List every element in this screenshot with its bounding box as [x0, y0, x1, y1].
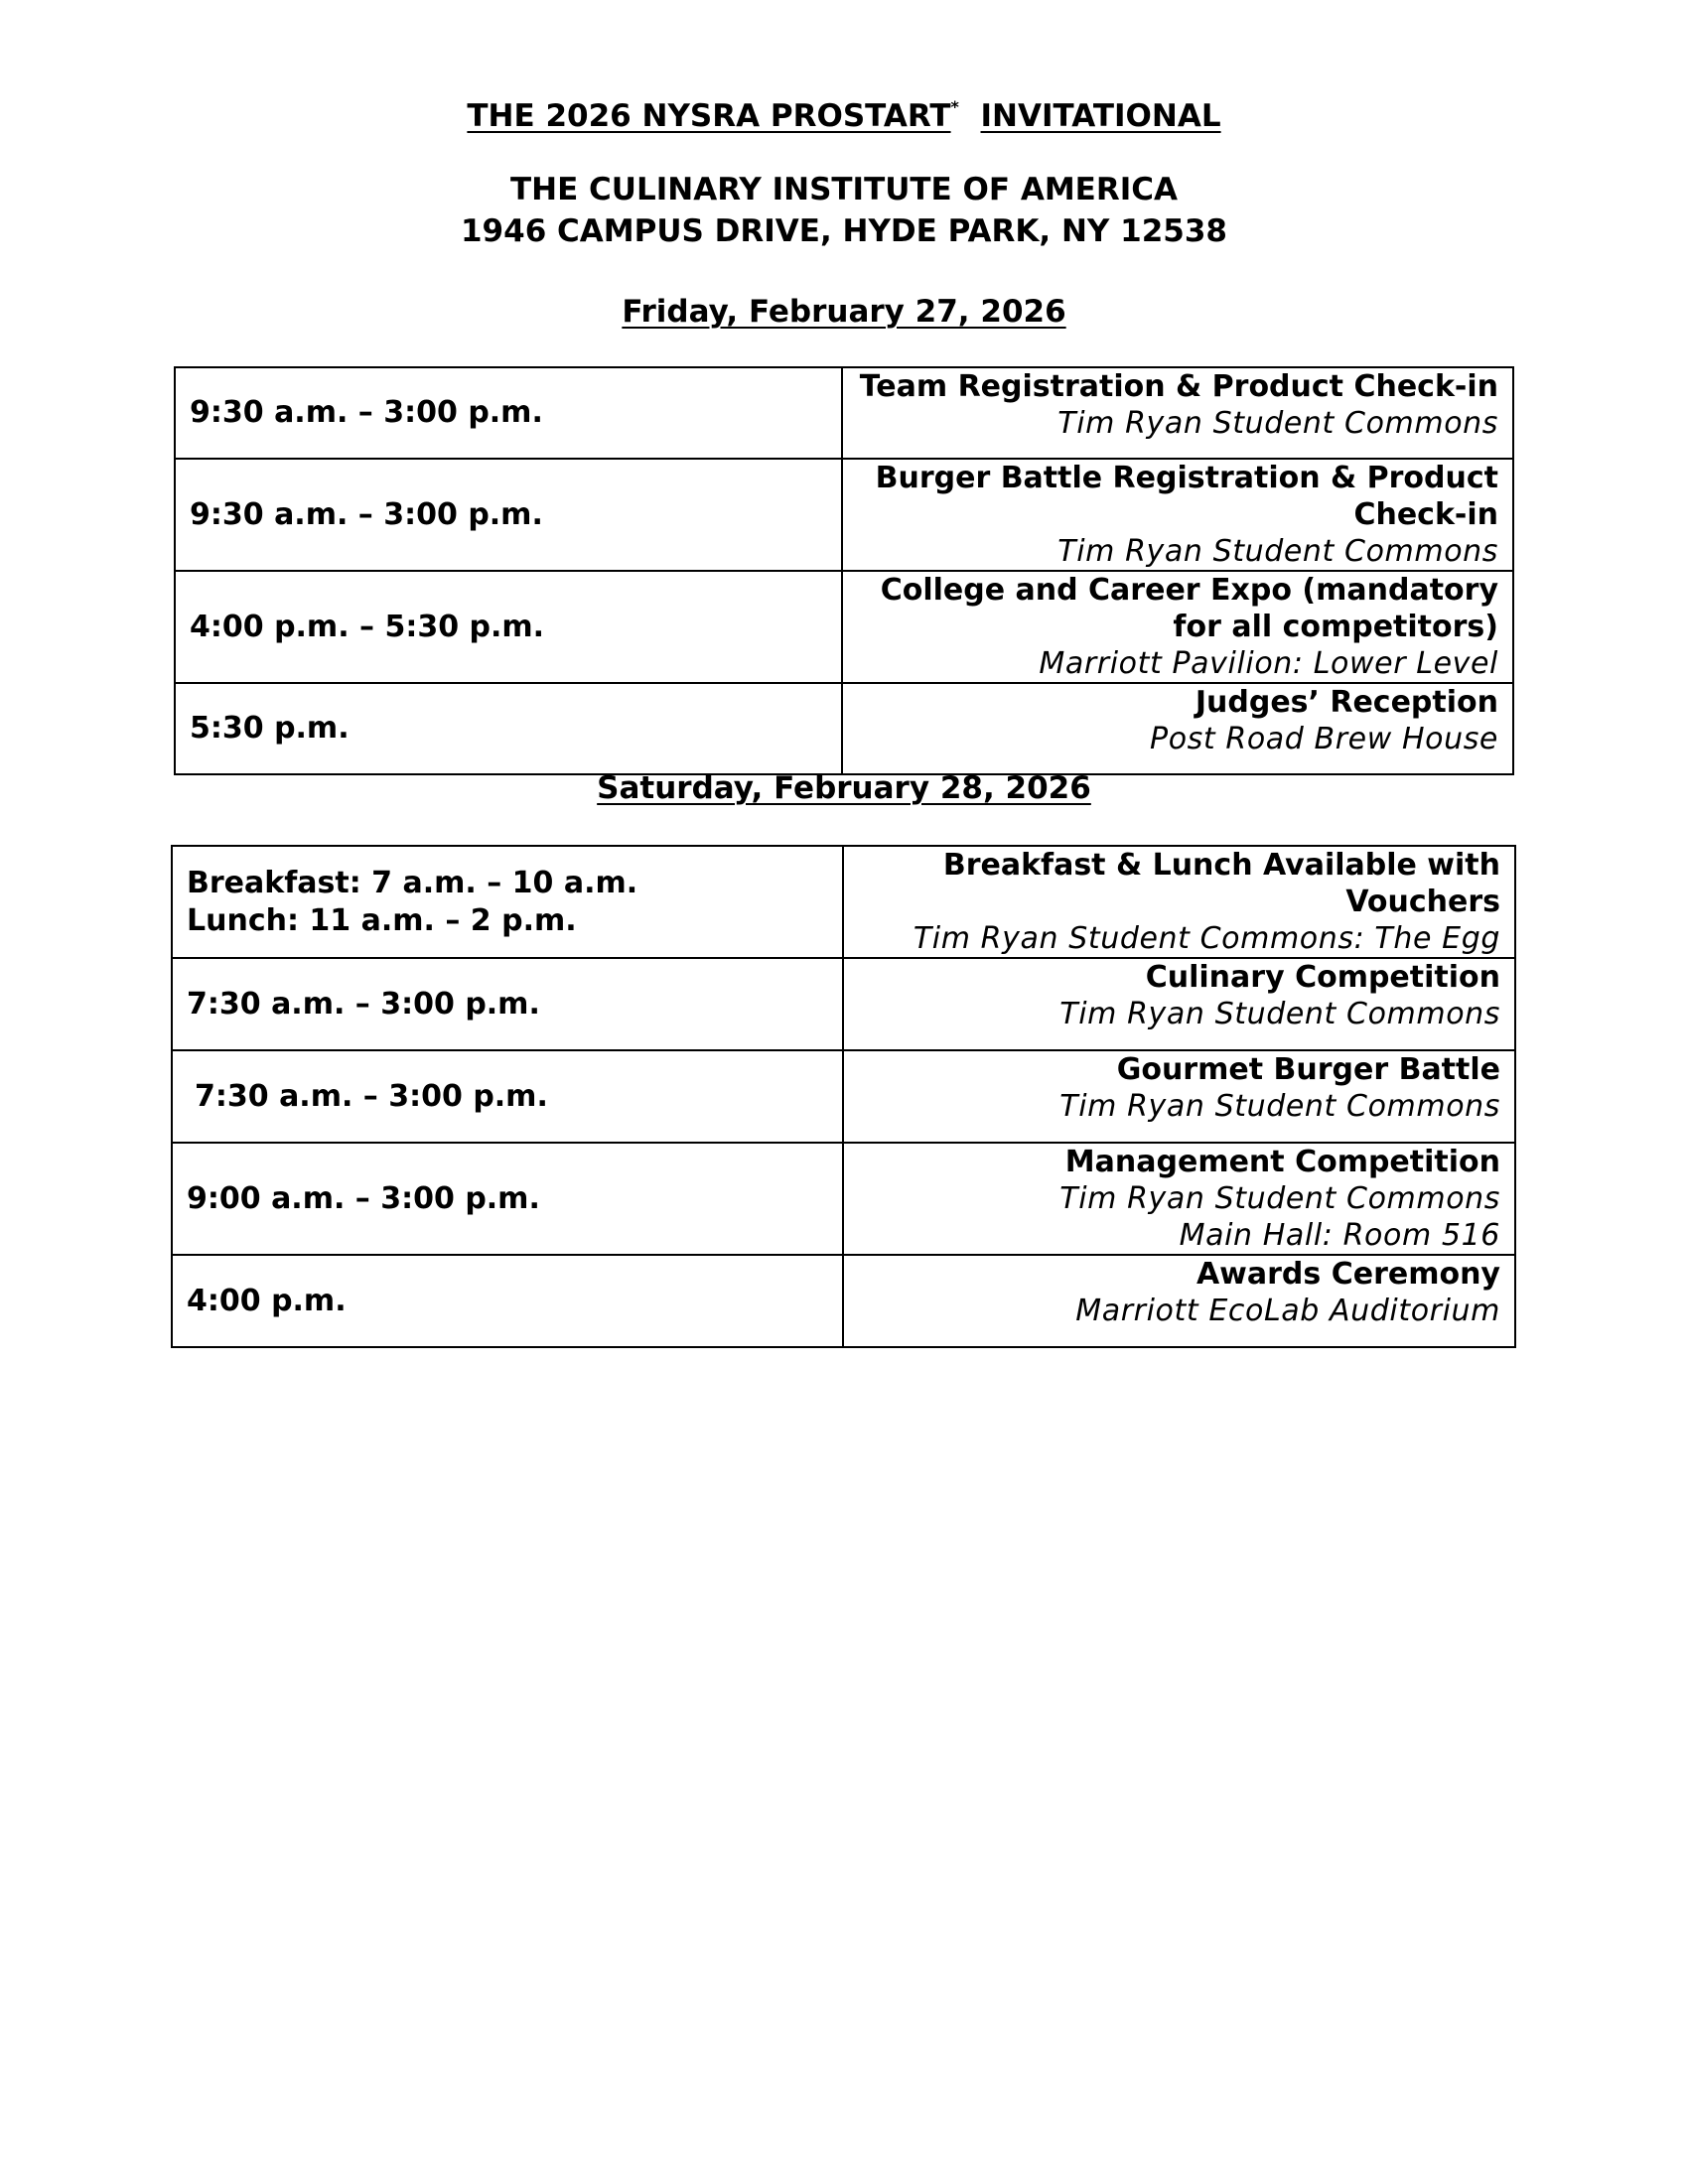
- event-cell: [843, 1050, 1515, 1143]
- friday-date: Friday, February 27, 2026: [622, 294, 1066, 330]
- event-location: Post Road Brew House: [1150, 722, 1498, 756]
- event-location: Marriott EcoLab Auditorium: [1075, 1294, 1500, 1328]
- title-mark: *: [950, 97, 959, 116]
- time-line: 9:00 a.m. – 3:00 p.m.: [187, 1180, 540, 1216]
- table-row: [172, 1050, 1515, 1143]
- event-cell: [843, 1143, 1515, 1255]
- event-cell: [843, 846, 1515, 958]
- event-title: Judges’ Reception: [1195, 685, 1498, 720]
- table-row: [175, 459, 1513, 571]
- time-cell: [172, 1050, 843, 1143]
- time-line: 7:30 a.m. – 3:00 p.m.: [195, 1078, 548, 1114]
- friday-schedule-table: [174, 366, 1514, 775]
- table-row: [175, 683, 1513, 774]
- event-cell: [843, 1255, 1515, 1347]
- venue-block: [0, 169, 1688, 252]
- time-cell: 9:30 a.m. – 3:00 p.m.: [175, 459, 842, 571]
- time-line: 7:30 a.m. – 3:00 p.m.: [187, 986, 540, 1022]
- time-cell: 9:30 a.m. – 3:00 p.m.: [175, 367, 842, 459]
- time-cell: [172, 1255, 843, 1347]
- table-row: [175, 367, 1513, 459]
- table-row: [172, 1255, 1515, 1347]
- event-title: Burger Battle Registration & Product Check-in: [875, 461, 1498, 532]
- time-line: 4:00 p.m.: [187, 1283, 347, 1318]
- table-row: [172, 958, 1515, 1050]
- event-location: Tim Ryan Student Commons: [1059, 997, 1500, 1031]
- event-cell: [842, 683, 1513, 774]
- event-title: Management Competition: [1064, 1145, 1500, 1179]
- event-location: Marriott Pavilion: Lower Level: [1039, 646, 1498, 681]
- venue-address: 1946 CAMPUS DRIVE, HYDE PARK, NY 12538: [460, 213, 1227, 249]
- time-cell: 4:00 p.m. – 5:30 p.m.: [175, 571, 842, 683]
- saturday-heading: [0, 770, 1688, 806]
- event-location: Tim Ryan Student Commons: [1059, 1089, 1500, 1124]
- time-line: Breakfast: 7 a.m. – 10 a.m.: [187, 865, 638, 900]
- event-title: Culinary Competition: [1145, 960, 1500, 995]
- table-row: [172, 846, 1515, 958]
- table-row: [175, 571, 1513, 683]
- event-cell: [842, 459, 1513, 571]
- time-cell: 5:30 p.m.: [175, 683, 842, 774]
- event-location: Tim Ryan Student Commons: [1057, 406, 1498, 441]
- title-suffix: INVITATIONAL: [980, 98, 1221, 134]
- time-cell: [172, 958, 843, 1050]
- event-location: Tim Ryan Student Commons: The Egg: [913, 921, 1500, 956]
- event-cell: [843, 958, 1515, 1050]
- saturday-date: Saturday, February 28, 2026: [597, 770, 1091, 806]
- event-location: Main Hall: Room 516: [1179, 1218, 1500, 1253]
- event-title: College and Career Expo (mandatory for all competitors): [880, 573, 1498, 644]
- venue-name: THE CULINARY INSTITUTE OF AMERICA: [509, 172, 1179, 207]
- table-row: [172, 1143, 1515, 1255]
- event-cell: [842, 571, 1513, 683]
- time-cell: [172, 1143, 843, 1255]
- event-title: Awards Ceremony: [1196, 1257, 1500, 1292]
- time-line: Lunch: 11 a.m. – 2 p.m.: [187, 902, 577, 938]
- friday-heading: [0, 294, 1688, 330]
- event-title: Team Registration & Product Check-in: [859, 369, 1498, 404]
- title-text: THE 2026 NYSRA PROSTART: [467, 98, 951, 134]
- event-location: Tim Ryan Student Commons: [1057, 534, 1498, 569]
- time-cell: [172, 846, 843, 958]
- event-title: Gourmet Burger Battle: [1116, 1052, 1500, 1087]
- event-cell: [842, 367, 1513, 459]
- document-title: [0, 97, 1688, 134]
- event-location: Tim Ryan Student Commons: [1059, 1181, 1500, 1216]
- event-title: Breakfast & Lunch Available with Vouchers: [942, 848, 1500, 919]
- saturday-schedule-table: [171, 845, 1516, 1348]
